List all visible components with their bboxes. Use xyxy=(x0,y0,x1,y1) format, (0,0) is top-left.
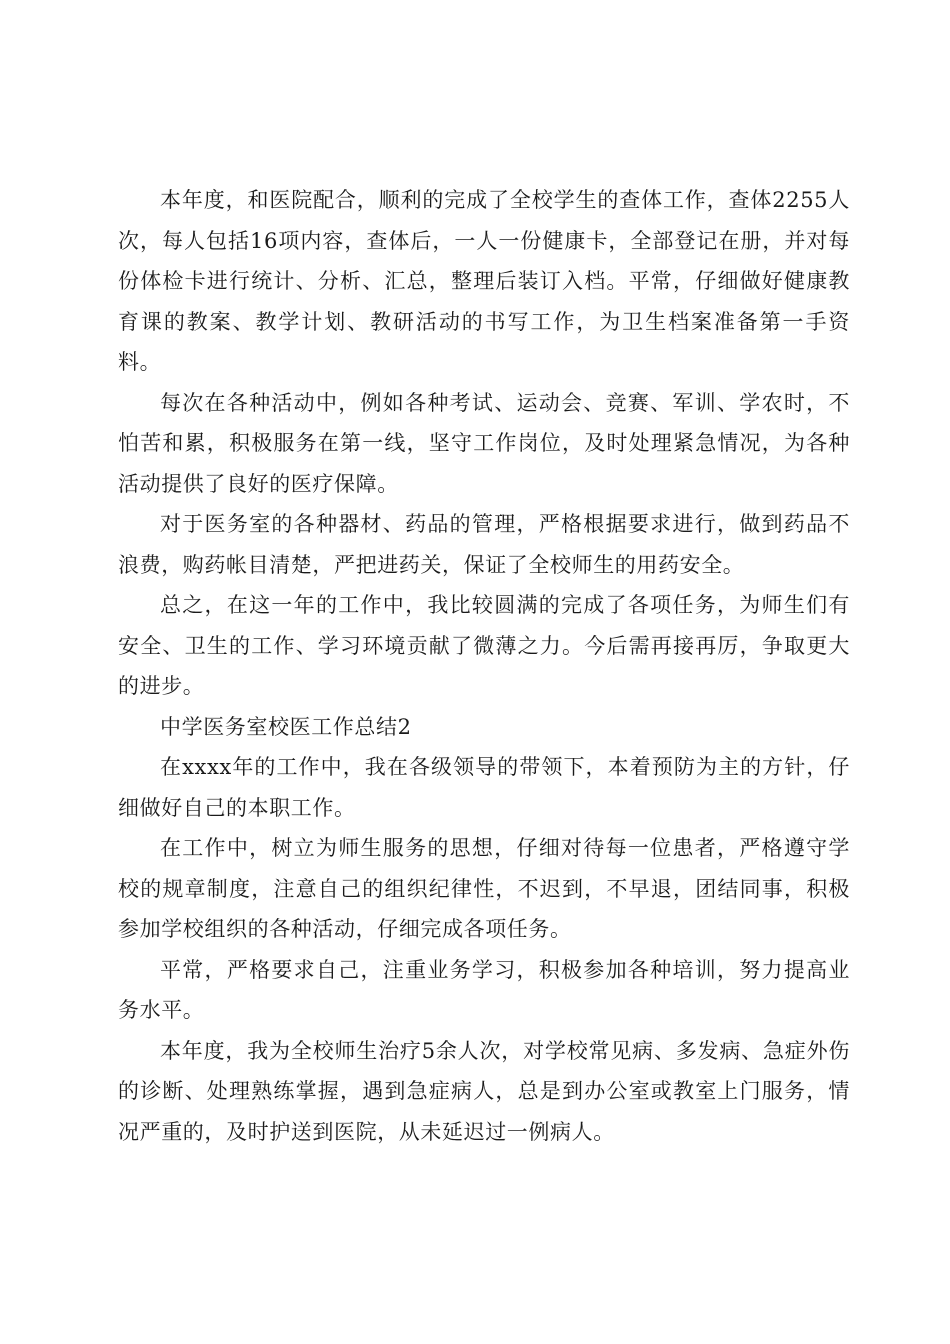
paragraph-conclusion: 总之，在这一年的工作中，我比较圆满的完成了各项任务，为师生们有安全、卫生的工作、学习环境贡献了微薄之力。今后需再接再厉，争取更大的进步。 xyxy=(118,593,850,698)
paragraph-checkup: 本年度，和医院配合，顺利的完成了全校学生的查体工作，查体2255人次，每人包括16项内容，查体后，一人一份健康卡，全部登记在册，并对每份体检卡进行统计、分析、汇总，整理后装订入档。平常，仔细做好健康教育课的教案、教学计划、教研活动的书写工作，为卫生档案准备第一手资料。 xyxy=(118,188,850,374)
paragraph-service-attitude: 在工作中，树立为师生服务的思想，仔细对待每一位患者，严格遵守学校的规章制度，注意自己的组织纪律性，不迟到，不早退，团结同事，积极参加学校组织的各种活动，仔细完成各项任务。 xyxy=(118,836,850,941)
paragraph-activities: 每次在各种活动中，例如各种考试、运动会、竞赛、军训、学农时，不怕苦和累，积极服务在第一线，坚守工作岗位，及时处理紧急情况，为各种活动提供了良好的医疗保障。 xyxy=(118,390,850,496)
paragraph-medicine-management: 对于医务室的各种器材、药品的管理，严格根据要求进行，做到药品不浪费，购药帐目清楚，严把进药关，保证了全校师生的用药安全。 xyxy=(118,512,850,577)
section-heading: 中学医务室校医工作总结2 xyxy=(160,714,412,739)
document-body xyxy=(118,180,850,1152)
paragraph-intro-2: 在xxxx年的工作中，我在各级领导的带领下，本着预防为主的方针，仔细做好自己的本职工作。 xyxy=(118,755,850,820)
paragraph-treatment: 本年度，我为全校师生治疗5余人次，对学校常见病、多发病、急症外伤的诊断、处理熟练掌握，遇到急症病人，总是到办公室或教室上门服务，情况严重的，及时护送到医院，从未延迟过一例病人。 xyxy=(118,1038,850,1144)
paragraph-study: 平常，严格要求自己，注重业务学习，积极参加各种培训，努力提高业务水平。 xyxy=(118,957,850,1022)
